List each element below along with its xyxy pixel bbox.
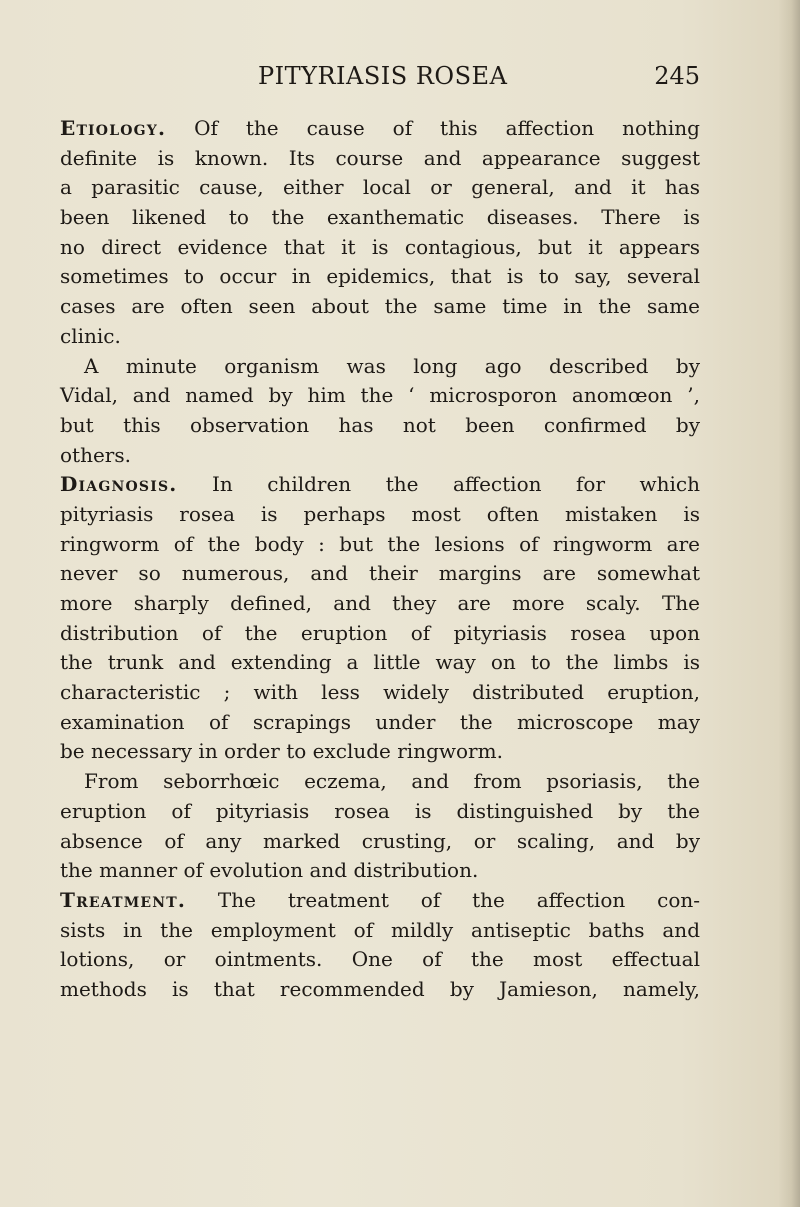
text-line: clinic.: [60, 323, 121, 348]
text-line: eruption of pityriasis rosea is distinguished by the: [60, 798, 700, 823]
text-line: lotions, or ointments. One of the most effectual: [60, 947, 700, 972]
section-heading-treatment: Treatment.: [60, 887, 187, 912]
text-line: the manner of evolution and distribution.: [60, 858, 479, 883]
text-line: absence of any marked crusting, or scaling, and by: [60, 828, 700, 853]
text-line: Treatment. The treatment of the affection con-: [60, 887, 700, 912]
text-line: A minute organism was long ago described by: [84, 353, 700, 378]
text-line: sometimes to occur in epidemics, that is to say, several: [60, 264, 700, 289]
text-line: methods is that recommended by Jamieson, namely,: [60, 976, 700, 1001]
text-line: but this observation has not been confirmed by: [60, 412, 700, 437]
page-header: [60, 62, 740, 102]
text-line: definite is known. Its course and appearance suggest: [60, 145, 700, 170]
section-heading-etiology: Etiology.: [60, 116, 167, 140]
text-line: more sharply defined, and they are more scaly. The: [60, 591, 700, 615]
text-line: distribution of the eruption of pityriasis rosea upon: [60, 620, 700, 645]
text-line: be necessary in order to exclude ringworm.: [60, 739, 503, 764]
text-line: examination of scrapings under the microscope may: [60, 709, 700, 734]
text-line: never so numerous, and their margins are somewhat: [60, 561, 700, 586]
text-line: others.: [60, 442, 131, 467]
running-title: PITYRIASIS ROSEA: [258, 62, 508, 90]
page-edge-shadow: [778, 0, 800, 1207]
text-line: Etiology. Of the cause of this affection nothing: [60, 116, 700, 140]
text-line: the trunk and extending a little way on to the limbs is: [60, 650, 700, 675]
body-text: [60, 114, 700, 1005]
text-line: characteristic ; with less widely distributed eruption,: [60, 680, 700, 705]
text-line: sists in the employment of mildly antiseptic baths and: [60, 917, 700, 942]
text-line: Diagnosis. In children the affection for which: [60, 472, 700, 497]
text-line: been likened to the exanthematic diseases. There is: [60, 205, 700, 230]
text-line: ringworm of the body : but the lesions of ringworm are: [60, 531, 700, 556]
text-line: cases are often seen about the same time in the same: [60, 294, 700, 319]
text-line: Vidal, and named by him the ‘ microsporon anomœon ’,: [60, 383, 700, 408]
text-line: From seborrhœic eczema, and from psoriasis, the: [84, 769, 700, 794]
text-line: no direct evidence that it is contagious, but it appears: [60, 234, 700, 259]
text-line: a parasitic cause, either local or general, and it has: [60, 175, 700, 200]
section-heading-diagnosis: Diagnosis.: [60, 472, 178, 497]
page-number: 245: [654, 62, 700, 90]
text-line: pityriasis rosea is perhaps most often mistaken is: [60, 501, 700, 526]
